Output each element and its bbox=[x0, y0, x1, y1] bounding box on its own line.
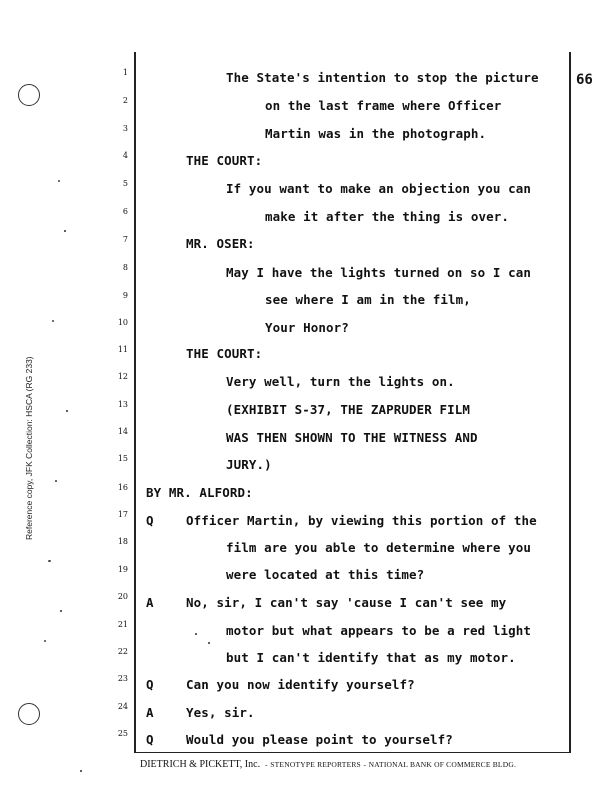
line-number: 10 bbox=[117, 318, 128, 327]
reporter-footer bbox=[140, 759, 516, 770]
line-number: 19 bbox=[117, 565, 128, 574]
line-text: BY MR. ALFORD: bbox=[146, 485, 253, 500]
line-text: motor but what appears to be a red light bbox=[226, 623, 532, 638]
line-number: 3 bbox=[122, 124, 128, 133]
line-number: 17 bbox=[117, 510, 128, 519]
line-text: THE COURT: bbox=[186, 153, 263, 168]
right-margin-rule bbox=[569, 52, 571, 752]
line-number: 8 bbox=[122, 263, 128, 272]
line-text: May I have the lights turned on so I can bbox=[226, 265, 532, 280]
line-number: 13 bbox=[117, 400, 128, 409]
footer-rule bbox=[134, 752, 571, 753]
line-number: 20 bbox=[117, 592, 128, 601]
line-number: 1 bbox=[122, 68, 128, 77]
line-text: Can you now identify yourself? bbox=[186, 677, 415, 692]
line-text: Would you please point to yourself? bbox=[186, 732, 453, 747]
speaker-label: Q bbox=[146, 732, 154, 747]
line-number: 5 bbox=[122, 179, 128, 188]
line-number: 9 bbox=[122, 291, 128, 300]
line-number: 15 bbox=[117, 454, 128, 463]
line-text: were located at this time? bbox=[226, 567, 425, 582]
line-number: 2 bbox=[122, 96, 128, 105]
line-number: 14 bbox=[117, 427, 128, 436]
line-text: but I can't identify that as my motor. bbox=[226, 650, 516, 665]
line-number: 12 bbox=[117, 372, 128, 381]
line-number: 23 bbox=[117, 674, 128, 683]
line-text: If you want to make an objection you can bbox=[226, 181, 532, 196]
footer-address: NATIONAL BANK OF COMMERCE BLDG. bbox=[368, 760, 517, 769]
line-number: 6 bbox=[122, 207, 128, 216]
line-number: 11 bbox=[117, 345, 128, 354]
line-number: 25 bbox=[117, 729, 128, 738]
line-text: Officer Martin, by viewing this portion of the bbox=[186, 513, 537, 528]
archive-stamp: Reference copy, JFK Collection: HSCA (RG 233) bbox=[24, 356, 34, 540]
speaker-label: A bbox=[146, 595, 154, 610]
line-text: Martin was in the photograph. bbox=[265, 126, 487, 141]
line-text: see where I am in the film, bbox=[265, 292, 471, 307]
line-text: Your Honor? bbox=[265, 320, 349, 335]
line-text: make it after the thing is over. bbox=[265, 209, 510, 224]
left-margin-rule bbox=[134, 52, 136, 752]
footer-separator: - bbox=[363, 760, 367, 769]
page-number: 66 bbox=[576, 72, 593, 88]
line-text: WAS THEN SHOWN TO THE WITNESS AND bbox=[226, 430, 478, 445]
line-text: film are you able to determine where you bbox=[226, 540, 532, 555]
line-number: 7 bbox=[122, 235, 128, 244]
footer-firm: DIETRICH & PICKETT, Inc. bbox=[140, 759, 261, 770]
line-text: Yes, sir. bbox=[186, 705, 255, 720]
line-text: No, sir, I can't say 'cause I can't see my bbox=[186, 595, 507, 610]
line-number: 4 bbox=[122, 151, 128, 160]
line-text: MR. OSER: bbox=[186, 236, 255, 251]
line-text: Very well, turn the lights on. bbox=[226, 374, 455, 389]
line-text: (EXHIBIT S-37, THE ZAPRUDER FILM bbox=[226, 402, 471, 417]
speaker-label: Q bbox=[146, 677, 154, 692]
speaker-label: A bbox=[146, 705, 154, 720]
binder-hole-top bbox=[18, 84, 40, 106]
line-text: THE COURT: bbox=[186, 346, 263, 361]
line-number: 16 bbox=[117, 483, 128, 492]
line-text: JURY.) bbox=[226, 457, 272, 472]
footer-separator: - bbox=[265, 760, 268, 769]
line-number: 24 bbox=[117, 702, 128, 711]
speaker-label: Q bbox=[146, 513, 154, 528]
line-number: 22 bbox=[117, 647, 128, 656]
line-number: 21 bbox=[117, 620, 128, 629]
line-text: on the last frame where Officer bbox=[265, 98, 502, 113]
binder-hole-bottom bbox=[18, 703, 40, 725]
line-text: The State's intention to stop the picture bbox=[226, 70, 539, 85]
footer-service: STENOTYPE REPORTERS bbox=[270, 760, 361, 769]
line-number: 18 bbox=[117, 537, 128, 546]
